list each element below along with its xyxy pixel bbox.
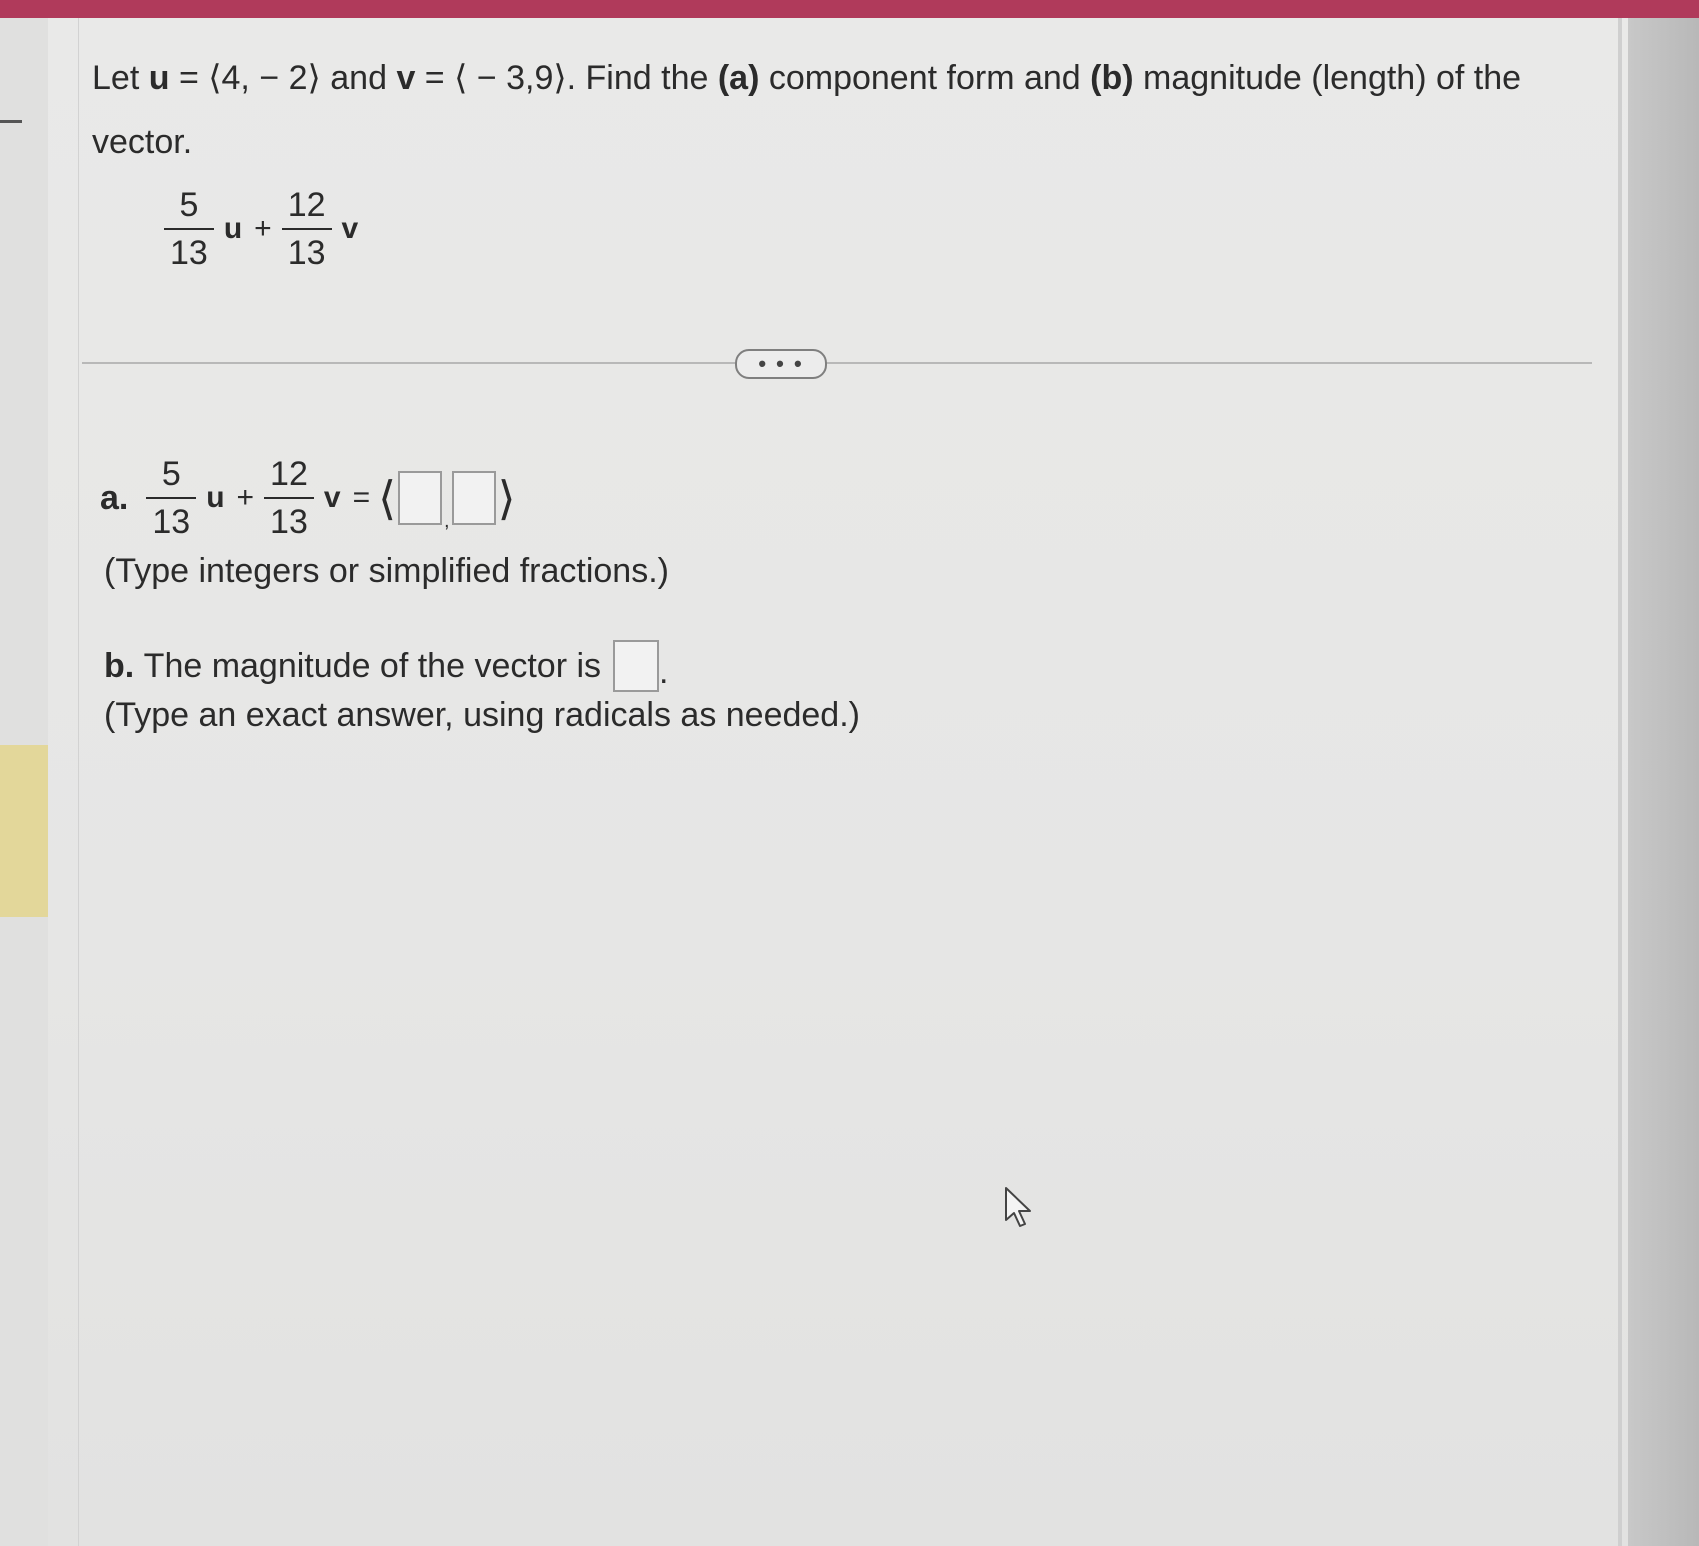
- panel-border: [78, 18, 79, 1546]
- question-text: [92, 46, 1592, 174]
- open-angle-bracket: ⟨: [378, 472, 397, 524]
- fraction-denominator: 13: [146, 497, 196, 541]
- part-a-label: a.: [100, 478, 129, 517]
- fraction-numerator: 12: [270, 455, 308, 493]
- top-banner: [0, 0, 1699, 18]
- expr-plus: +: [254, 212, 272, 245]
- fraction-5-13: [164, 186, 214, 272]
- fraction-5-13: [146, 455, 196, 541]
- expr-v: v: [323, 481, 341, 514]
- vector-v-value: = ⟨ − 3,9⟩. Find the: [415, 59, 718, 97]
- equals-sign: =: [352, 481, 371, 514]
- part-b-label: b.: [104, 646, 135, 685]
- mouse-pointer-icon: [1004, 1186, 1034, 1235]
- magnitude-input[interactable]: [613, 640, 659, 692]
- part-b-text: The magnitude of the vector is: [143, 646, 602, 685]
- period: .: [659, 653, 669, 691]
- fraction-numerator: 5: [179, 186, 199, 224]
- component-x-input[interactable]: [398, 471, 442, 525]
- fraction-12-13: [282, 186, 332, 272]
- vector-v-label: v: [396, 59, 416, 97]
- right-scroll-area[interactable]: [1628, 18, 1699, 1546]
- fraction-denominator: 13: [282, 228, 332, 272]
- fraction-denominator: 13: [164, 228, 214, 272]
- section-divider: [82, 362, 1592, 364]
- component-text: component form and: [759, 59, 1091, 97]
- part-b-row: [104, 640, 668, 692]
- part-b-tag: (b): [1090, 59, 1134, 97]
- vector-u-value: = ⟨4, − 2⟩: [169, 59, 331, 97]
- question-and: and: [330, 59, 387, 97]
- fraction-numerator: 12: [287, 186, 326, 224]
- magnitude-text: magnitude (length) of the vector.: [92, 59, 1522, 161]
- fraction-numerator: 5: [161, 455, 181, 493]
- expr-plus: +: [236, 481, 255, 514]
- expr-v: v: [341, 212, 359, 245]
- question-let: Let: [92, 59, 140, 97]
- part-b-hint: (Type an exact answer, using radicals as needed.): [104, 696, 860, 734]
- component-comma: ,: [444, 510, 450, 532]
- fraction-denominator: 13: [264, 497, 314, 541]
- vector-expression: [160, 186, 364, 272]
- vector-u-label: u: [148, 59, 170, 97]
- expand-more-button[interactable]: • • •: [735, 349, 827, 379]
- expr-u: u: [223, 212, 243, 245]
- part-a-row: [100, 455, 518, 541]
- fraction-12-13: [264, 455, 314, 541]
- part-a-tag: (a): [717, 59, 760, 97]
- component-y-input[interactable]: [452, 471, 496, 525]
- part-a-hint: (Type integers or simplified fractions.): [104, 552, 669, 590]
- close-angle-bracket: ⟩: [497, 472, 516, 524]
- left-dash-marker: [0, 120, 22, 123]
- expr-u: u: [206, 481, 225, 514]
- panel-right-border: [1618, 18, 1622, 1546]
